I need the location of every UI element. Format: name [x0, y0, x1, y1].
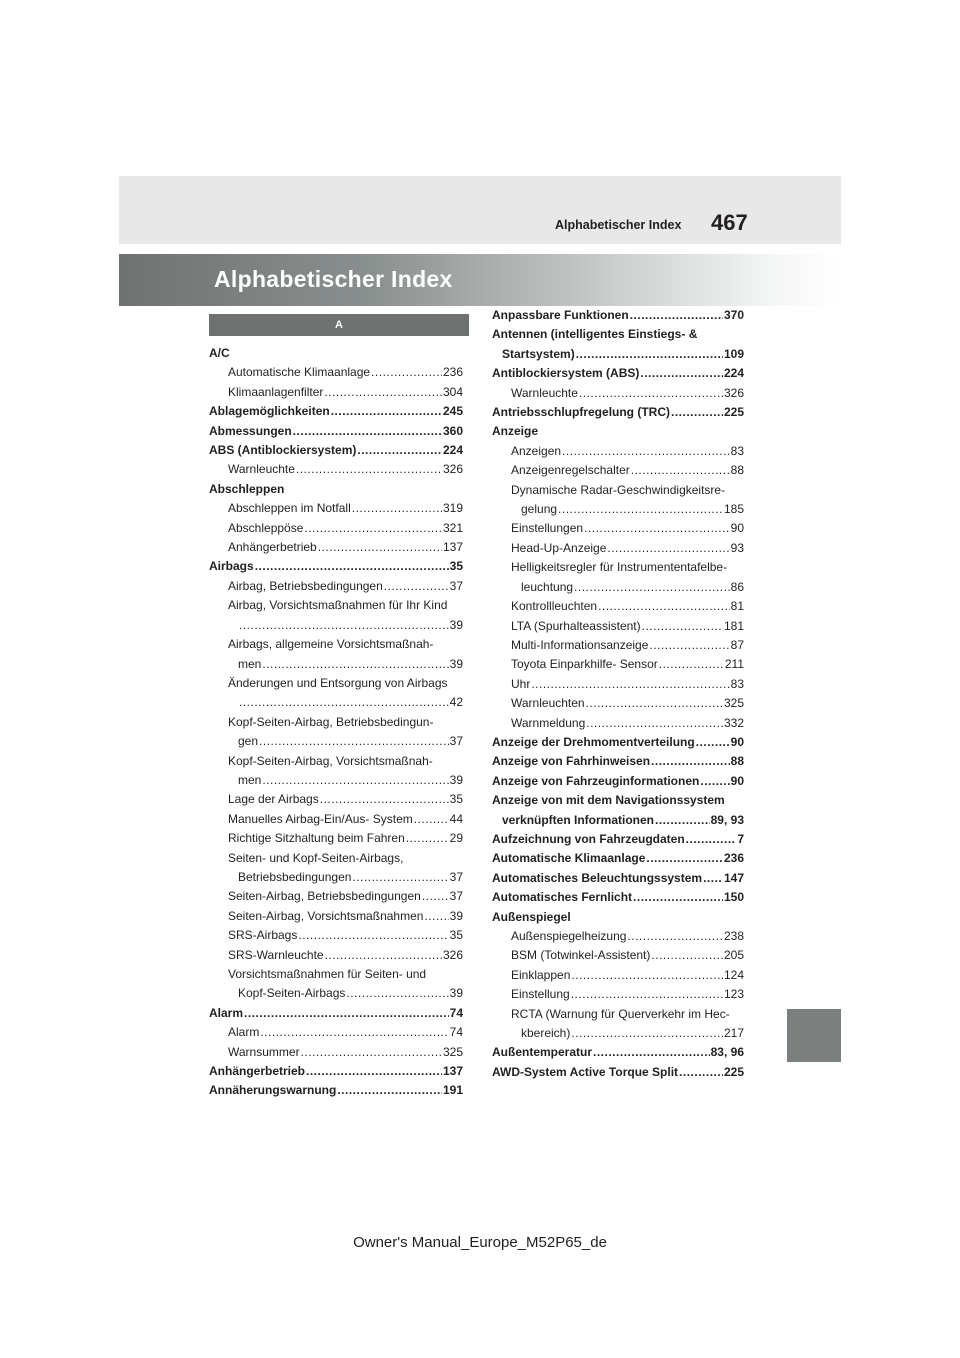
index-entry-label: RCTA (Warnung für Querverkehr im Hec- — [511, 1006, 730, 1021]
dot-leader — [239, 616, 449, 635]
dot-leader — [649, 636, 729, 655]
dot-leader — [633, 888, 723, 907]
dot-leader — [414, 810, 449, 829]
dot-leader — [640, 364, 723, 383]
index-entry-sub — [492, 655, 744, 674]
index-entry-sub — [209, 810, 463, 829]
index-entry-sub — [492, 636, 744, 655]
index-entry-label: Seiten- und Kopf-Seiten-Airbags, — [228, 850, 404, 865]
index-entry-label: verknüpften Informationen — [502, 812, 655, 827]
index-entry-label: Lage der Airbags — [228, 792, 319, 807]
index-page-ref: 236 — [723, 851, 744, 866]
index-entry-sub — [492, 578, 744, 597]
index-page-ref: 326 — [442, 462, 463, 477]
index-page-ref: 90 — [730, 773, 744, 788]
index-entry-label: LTA (Spurhalteassistent) — [511, 618, 641, 633]
index-entry-label: Seiten-Airbag, Betriebsbedingungen — [228, 889, 421, 904]
dot-leader — [424, 907, 448, 926]
index-entry-sub — [492, 985, 744, 1004]
index-entry-label: Alarm — [209, 1005, 244, 1020]
index-entry-sub — [492, 500, 744, 519]
index-entry-label: Anzeigen — [511, 443, 562, 458]
index-entry-sub — [209, 984, 463, 1003]
index-entry-sub — [209, 693, 463, 712]
dot-leader — [631, 461, 730, 480]
index-page-ref: 37 — [449, 578, 463, 593]
index-page-ref: 325 — [723, 696, 744, 711]
index-entry-label: Kopf-Seiten-Airbags — [238, 986, 346, 1001]
index-entry-sub — [492, 675, 744, 694]
index-page-ref: 44 — [449, 811, 463, 826]
index-page-ref: 225 — [723, 405, 744, 420]
index-page-ref: 191 — [442, 1083, 463, 1098]
index-entry-main — [492, 772, 744, 791]
index-entry-main — [492, 306, 744, 325]
index-page-ref: 224 — [442, 443, 463, 458]
dot-leader — [318, 538, 442, 557]
index-entry-sub — [492, 539, 744, 558]
index-entry-label: AWD-System Active Torque Split — [492, 1064, 679, 1079]
dot-leader — [700, 772, 729, 791]
index-page-ref: 89, 93 — [710, 812, 744, 827]
dot-leader — [337, 1081, 442, 1100]
index-page-ref: 83, 96 — [710, 1045, 744, 1060]
index-page-ref: 236 — [442, 365, 463, 380]
index-entry-sub — [492, 442, 744, 461]
index-entry-sub — [492, 597, 744, 616]
dot-leader — [324, 383, 442, 402]
index-entry-main — [209, 480, 463, 499]
index-page-ref: 87 — [730, 637, 744, 652]
index-entry-label: Airbag, Vorsichtsmaßnahmen für Ihr Kind — [228, 598, 448, 613]
index-entry-label: Antriebsschlupfregelung (TRC) — [492, 405, 671, 420]
dot-leader — [659, 655, 724, 674]
index-entry-main — [492, 345, 744, 364]
dot-leader — [642, 617, 723, 636]
dot-leader — [671, 403, 723, 422]
index-entry-sub — [209, 868, 463, 887]
index-page-ref: 224 — [723, 366, 744, 381]
page-number: 467 — [711, 210, 748, 235]
index-entry-sub — [492, 946, 744, 965]
dot-leader — [598, 597, 730, 616]
index-entry-label: Antennen (intelligentes Einstiegs- & — [492, 327, 698, 342]
index-entry-label: Warnmeldung — [511, 715, 586, 730]
index-page-ref: 211 — [724, 657, 744, 672]
index-entry-label: Abschleppen im Notfall — [228, 501, 351, 516]
index-page-ref: 326 — [723, 385, 744, 400]
index-entry-sub — [492, 519, 744, 538]
dot-leader — [262, 771, 448, 790]
index-entry-label: Änderungen und Entsorgung von Airbags — [228, 675, 448, 690]
index-entry-sub — [209, 790, 463, 809]
dot-leader — [576, 345, 723, 364]
index-entry-label: gen — [238, 734, 259, 749]
dot-leader — [384, 577, 449, 596]
dot-leader — [558, 500, 723, 519]
index-entry-label: Einklappen — [511, 967, 571, 982]
dot-leader — [352, 868, 448, 887]
index-column-left — [209, 344, 463, 1101]
index-entry-sub — [209, 577, 463, 596]
index-entry-label: Automatische Klimaanlage — [228, 365, 371, 380]
index-entry-sub — [209, 849, 463, 868]
index-page-ref: 304 — [442, 384, 463, 399]
dot-leader — [696, 733, 730, 752]
index-entry-label: Einstellung — [511, 987, 570, 1002]
index-entry-label: SRS-Warnleuchte — [228, 947, 324, 962]
index-entry-label: leuchtung — [521, 579, 574, 594]
running-header: Alphabetischer Index — [555, 218, 682, 232]
dot-leader — [586, 714, 723, 733]
index-entry-label: SRS-Airbags — [228, 928, 298, 943]
index-entry-label: men — [238, 772, 262, 787]
index-page-ref: 332 — [723, 715, 744, 730]
index-entry-label: Anzeige von Fahrzeuginformationen — [492, 773, 700, 788]
index-entry-label: A/C — [209, 346, 230, 360]
dot-leader — [371, 363, 442, 382]
index-entry-main — [492, 849, 744, 868]
index-entry-label: Ablagemöglichkeiten — [209, 404, 330, 419]
index-entry-sub — [492, 481, 744, 500]
dot-leader — [406, 829, 449, 848]
dot-leader — [686, 830, 737, 849]
index-entry-label: Seiten-Airbag, Vorsichtsmaßnahmen — [228, 908, 424, 923]
dot-leader — [298, 926, 448, 945]
dot-leader — [571, 966, 723, 985]
index-entry-sub — [209, 616, 463, 635]
dot-leader — [571, 1024, 723, 1043]
dot-leader — [352, 499, 442, 518]
index-entry-sub — [209, 1043, 463, 1062]
index-page-ref: 181 — [723, 618, 744, 633]
index-entry-label: Anzeige — [492, 424, 539, 439]
index-page-ref: 205 — [723, 948, 744, 963]
index-page-ref: 39 — [449, 617, 463, 632]
index-page-ref: 37 — [449, 889, 463, 904]
index-entry-label: Abschleppen — [209, 481, 285, 496]
index-page-ref: 326 — [442, 947, 463, 962]
index-entry-main — [492, 422, 744, 441]
index-page-ref: 37 — [449, 734, 463, 749]
index-entry-main — [209, 441, 463, 460]
footer-text: Owner's Manual_Europe_M52P65_de — [353, 1234, 607, 1251]
dot-leader — [306, 1062, 442, 1081]
index-entry-label: Multi-Informationsanzeige — [511, 637, 649, 652]
index-entry-sub — [492, 927, 744, 946]
dot-leader — [679, 1063, 723, 1082]
index-entry-label: Kontrollleuchten — [511, 599, 598, 614]
index-entry-label: ABS (Antiblockiersystem) — [209, 443, 357, 458]
dot-leader — [422, 887, 449, 906]
dot-leader — [531, 675, 729, 694]
dot-leader — [607, 539, 729, 558]
dot-leader — [574, 578, 730, 597]
index-entry-sub — [209, 732, 463, 751]
index-entry-label: BSM (Totwinkel-Assistent) — [511, 948, 651, 963]
index-page-ref: 88 — [730, 463, 744, 478]
index-entry-main — [209, 557, 463, 576]
index-page-ref: 90 — [730, 521, 744, 536]
index-entry-sub — [209, 1023, 463, 1042]
index-entry-sub — [209, 926, 463, 945]
index-entry-sub — [209, 965, 463, 984]
index-entry-label: Startsystem) — [502, 346, 575, 361]
index-entry-main — [209, 1004, 463, 1023]
dot-leader — [262, 655, 448, 674]
index-entry-label: Helligkeitsregler für Instrumententafelbe- — [511, 560, 728, 575]
index-entry-label: Aufzeichnung von Fahrzeugdaten — [492, 831, 685, 846]
dot-leader — [593, 1043, 710, 1062]
index-page-ref: 109 — [723, 346, 744, 361]
index-entry-main — [492, 830, 744, 849]
index-entry-label: men — [238, 656, 262, 671]
index-entry-main — [492, 325, 744, 344]
dot-leader — [304, 519, 442, 538]
index-entry-label: Anpassbare Funktionen — [492, 308, 629, 322]
index-page-ref: 83 — [730, 676, 744, 691]
dot-leader — [346, 984, 448, 1003]
index-entry-sub — [209, 752, 463, 771]
index-page-ref: 39 — [449, 772, 463, 787]
index-page-ref: 42 — [449, 695, 463, 710]
index-entry-label: Anzeige von Fahrhinweisen — [492, 754, 651, 769]
index-page-ref: 217 — [723, 1026, 744, 1041]
index-entry-label: Warnleuchte — [511, 385, 578, 400]
dot-leader — [259, 732, 449, 751]
index-entry-sub — [209, 946, 463, 965]
index-page-ref: 360 — [442, 423, 463, 438]
index-page-ref: 74 — [449, 1025, 463, 1040]
index-entry-label: Betriebsbedingungen — [238, 869, 352, 884]
index-entry-label: Anzeige von mit dem Navigationssystem — [492, 793, 725, 808]
index-entry-label: Vorsichtsmaßnahmen für Seiten- und — [228, 967, 427, 981]
dot-leader — [325, 946, 442, 965]
index-page-ref: 225 — [723, 1064, 744, 1079]
index-page-ref: 150 — [723, 890, 744, 905]
index-page-ref: 325 — [442, 1044, 463, 1059]
index-entry-sub — [492, 1024, 744, 1043]
dot-leader — [579, 384, 723, 403]
dot-leader — [651, 752, 730, 771]
index-page-ref: 245 — [442, 404, 463, 419]
index-page-ref: 74 — [449, 1005, 463, 1020]
index-entry-label: Warnleuchten — [511, 696, 585, 711]
index-entry-label: Außentemperatur — [492, 1045, 593, 1060]
index-entry-sub — [492, 384, 744, 403]
index-page-ref: 35 — [449, 792, 463, 807]
index-entry-main — [492, 403, 744, 422]
index-entry-sub — [209, 363, 463, 382]
index-entry-label: Manuelles Airbag-Ein/Aus- System — [228, 811, 413, 826]
index-page-ref: 93 — [730, 540, 744, 555]
index-entry-main — [492, 888, 744, 907]
dot-leader — [584, 519, 730, 538]
index-entry-main — [492, 733, 744, 752]
index-entry-sub — [209, 655, 463, 674]
index-entry-label: Airbags — [209, 559, 254, 574]
index-entry-sub — [209, 383, 463, 402]
index-entry-label: Klimaanlagenfilter — [228, 384, 324, 399]
index-entry-label: Head-Up-Anzeige — [511, 540, 607, 555]
index-entry-label: Anzeigenregelschalter — [511, 463, 630, 478]
index-entry-main — [492, 908, 744, 927]
index-page-ref: 90 — [730, 734, 744, 749]
index-entry-sub — [492, 461, 744, 480]
index-entry-sub — [209, 713, 463, 732]
index-entry-sub — [492, 714, 744, 733]
index-page-ref: 7 — [737, 831, 744, 846]
index-entry-main — [209, 344, 463, 363]
index-page-ref: 35 — [449, 928, 463, 943]
index-entry-sub — [209, 519, 463, 538]
index-entry-main — [492, 752, 744, 771]
index-entry-label: Kopf-Seiten-Airbag, Betriebsbedingun- — [228, 714, 434, 729]
index-entry-label: Automatisches Beleuchtungssystem — [492, 870, 703, 885]
index-page-ref: 137 — [442, 540, 463, 555]
index-entry-label: Abmessungen — [209, 423, 292, 438]
index-page-ref: 137 — [442, 1064, 463, 1079]
index-entry-sub — [209, 538, 463, 557]
index-entry-main — [209, 402, 463, 421]
index-entry-main — [209, 422, 463, 441]
index-entry-label: Anzeige der Drehmomentverteilung — [492, 734, 695, 749]
dot-leader — [331, 402, 442, 421]
index-entry-sub — [209, 635, 463, 654]
index-entry-label: gelung — [521, 502, 558, 517]
index-page-ref: 81 — [730, 599, 744, 614]
index-entry-sub — [492, 617, 744, 636]
index-page-ref: 147 — [723, 870, 744, 885]
index-entry-sub — [492, 1005, 744, 1024]
index-page-ref: 124 — [723, 967, 744, 982]
index-entry-sub — [492, 966, 744, 985]
dot-leader — [301, 1043, 442, 1062]
index-entry-sub — [209, 907, 463, 926]
dot-leader — [255, 557, 449, 576]
index-page-ref: 29 — [449, 831, 463, 846]
index-entry-label: Alarm — [228, 1025, 260, 1040]
index-entry-main — [209, 1081, 463, 1100]
index-entry-main — [209, 1062, 463, 1081]
index-page-ref: 39 — [449, 908, 463, 923]
index-entry-label: kbereich) — [521, 1026, 571, 1041]
index-entry-label: Außenspiegelheizung — [511, 929, 627, 943]
index-page-ref: 39 — [449, 986, 463, 1001]
index-entry-label: Automatische Klimaanlage — [492, 851, 646, 866]
index-entry-label: Annäherungswarnung — [209, 1083, 337, 1098]
index-entry-sub — [209, 674, 463, 693]
index-entry-main — [492, 364, 744, 383]
thumb-index-tab — [787, 1009, 841, 1062]
index-page-ref: 39 — [449, 656, 463, 671]
dot-leader — [655, 811, 710, 830]
index-entry-label: Antiblockiersystem (ABS) — [492, 366, 640, 381]
index-entry-label: Warnsummer — [228, 1044, 300, 1059]
index-entry-label: Anhängerbetrieb — [228, 540, 317, 555]
dot-leader — [239, 693, 449, 712]
dot-leader — [651, 946, 723, 965]
index-page-ref: 123 — [723, 987, 744, 1002]
index-column-right — [492, 306, 744, 1082]
dot-leader — [586, 694, 723, 713]
index-entry-sub — [492, 558, 744, 577]
dot-leader — [630, 306, 723, 325]
index-entry-sub — [209, 596, 463, 615]
dot-leader — [571, 985, 723, 1004]
dot-leader — [357, 441, 442, 460]
index-page-ref: 35 — [449, 559, 463, 574]
index-page-ref: 238 — [723, 929, 744, 943]
index-entry-main — [492, 811, 744, 830]
index-entry-label: Außenspiegel — [492, 909, 571, 924]
index-entry-label: Toyota Einparkhilfe- Sensor — [511, 657, 658, 672]
index-entry-label: Airbag, Betriebsbedingungen — [228, 578, 383, 593]
index-page-ref: 319 — [442, 501, 463, 516]
dot-leader — [293, 422, 442, 441]
index-entry-sub — [209, 499, 463, 518]
index-page-ref: 88 — [730, 754, 744, 769]
index-entry-label: Airbags, allgemeine Vorsichtsmaßnah- — [228, 637, 434, 652]
index-entry-label: Warnleuchte — [228, 462, 295, 477]
dot-leader — [320, 790, 449, 809]
index-entry-label: Dynamische Radar-Geschwindigkeitsre- — [511, 482, 726, 497]
index-entry-sub — [209, 460, 463, 479]
dot-leader — [703, 869, 723, 888]
index-entry-label: Uhr — [511, 676, 531, 691]
index-entry-label: Anhängerbetrieb — [209, 1064, 306, 1079]
index-entry-label: Abschleppöse — [228, 520, 304, 535]
index-entry-main — [492, 1063, 744, 1082]
title-bar — [119, 254, 841, 306]
index-entry-label: Richtige Sitzhaltung beim Fahren — [228, 831, 405, 846]
dot-leader — [562, 442, 730, 461]
index-entry-sub — [209, 829, 463, 848]
letter-heading: A — [335, 319, 343, 331]
index-page-ref: 37 — [449, 869, 463, 884]
index-entry-sub — [492, 694, 744, 713]
dot-leader — [296, 460, 442, 479]
index-entry-sub — [209, 887, 463, 906]
dot-leader — [646, 849, 723, 868]
index-entry-label: Automatisches Fernlicht — [492, 890, 633, 905]
index-entry-sub — [209, 771, 463, 790]
dot-leader — [627, 927, 723, 946]
index-page-ref: 83 — [730, 443, 744, 458]
index-entry-main — [492, 869, 744, 888]
index-entry-label: Einstellungen — [511, 521, 584, 536]
index-page-ref: 370 — [723, 308, 744, 322]
index-page-ref: 185 — [723, 502, 744, 517]
index-entry-main — [492, 791, 744, 810]
index-page-ref: 86 — [730, 579, 744, 594]
page-title: Alphabetischer Index — [214, 266, 453, 292]
index-entry-main — [492, 1043, 744, 1062]
index-entry-label: Kopf-Seiten-Airbag, Vorsichtsmaßnah- — [228, 753, 433, 768]
index-page-ref: 321 — [442, 520, 463, 535]
dot-leader — [244, 1004, 449, 1023]
letter-heading-bar — [209, 314, 469, 336]
dot-leader — [260, 1023, 448, 1042]
